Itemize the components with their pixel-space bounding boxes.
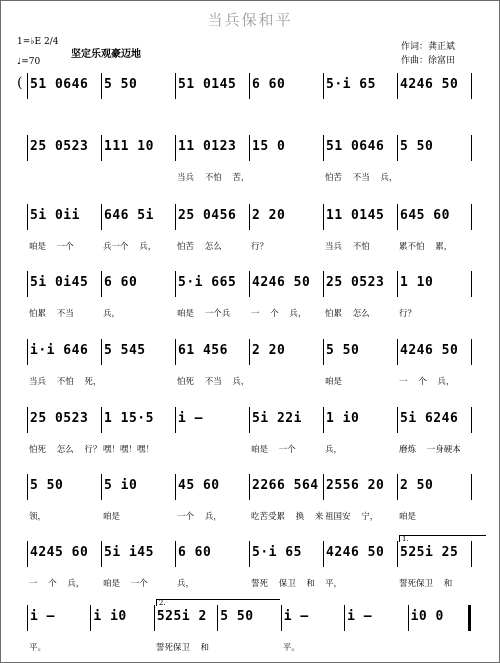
barline [471, 407, 472, 433]
measure-notes: i – [30, 609, 55, 624]
measure [175, 409, 249, 461]
notation-system [27, 535, 471, 595]
barline [471, 204, 472, 230]
measure-notes: 5i 22i [252, 411, 302, 426]
measure [408, 607, 471, 659]
measure-notes: 4245 60 [30, 545, 89, 560]
measure-lyrics: 磨炼 一身硬本 [399, 445, 461, 455]
measure-lyrics: 一 个 兵， [251, 309, 307, 319]
measure-notes: i – [178, 411, 203, 426]
measure-notes: 646 5i [104, 208, 154, 223]
measure [175, 137, 249, 189]
measure-notes: 5 50 [220, 609, 254, 624]
measure [323, 409, 397, 461]
measure-notes: 5·i 65 [326, 77, 376, 92]
measure-lyrics: 咱是 [103, 512, 121, 522]
measure-lyrics: 祖国安 宁， [325, 512, 379, 522]
measure-notes: 61 456 [178, 343, 228, 358]
measure [101, 206, 175, 258]
measure-notes: 6 60 [252, 77, 286, 92]
measure [101, 341, 175, 393]
measure-notes: 4246 50 [400, 343, 459, 358]
notation-system [27, 206, 471, 258]
measure [101, 75, 175, 127]
measure-notes: 2 20 [252, 208, 286, 223]
measure [90, 607, 153, 659]
measure-lyrics: 怕累 不当 [29, 309, 74, 319]
measure-lyrics: 平。 [29, 643, 47, 653]
notation-system [27, 409, 471, 461]
measure-lyrics: 咱是 [325, 377, 343, 387]
measure [344, 607, 407, 659]
measure-lyrics: 咱是 一个兵 [177, 309, 231, 319]
barline [471, 135, 472, 161]
measure-notes: i0 0 [410, 609, 444, 624]
measure [249, 409, 323, 461]
measure [397, 206, 471, 258]
measure-notes: 11 0123 [178, 139, 237, 154]
notation-system [27, 599, 471, 659]
measure [397, 341, 471, 393]
measure-lyrics: 领， [29, 512, 47, 522]
measure-notes: i i0 [93, 609, 127, 624]
measure-lyrics: 兵， [177, 579, 195, 589]
measure-lyrics: 兵一个 兵， [103, 242, 157, 252]
notation-system [27, 476, 471, 528]
measure-notes: 6 60 [104, 275, 138, 290]
measure [175, 273, 249, 325]
measure [323, 476, 397, 528]
measure-notes: 11 0145 [326, 208, 385, 223]
measure-notes: 25 0523 [326, 275, 385, 290]
measure-notes: 5 50 [400, 139, 434, 154]
measure-lyrics: 平， [325, 579, 343, 589]
measure-lyrics: 咱是 一个 [251, 445, 296, 455]
barline [471, 73, 472, 99]
measure [323, 543, 397, 595]
measure-notes: 111 10 [104, 139, 154, 154]
key-signature: 1=♭E 2/4 [17, 37, 59, 47]
measure-notes: 2556 20 [326, 478, 385, 493]
measure-notes: 2266 564 [252, 478, 319, 493]
measure [397, 75, 471, 127]
measure [323, 137, 397, 189]
measure-notes: i·i 646 [30, 343, 89, 358]
measure-notes: 25 0456 [178, 208, 237, 223]
notation-system [17, 75, 471, 127]
measure [323, 75, 397, 127]
measure-notes: 4246 50 [326, 545, 385, 560]
measure [101, 476, 175, 528]
measure-lyrics: 累不怕 累， [399, 242, 453, 252]
measure-lyrics: 吃苦受累 换 来 [251, 512, 324, 522]
measure [249, 341, 323, 393]
measure [175, 75, 249, 127]
measure-lyrics: 平。 [282, 643, 300, 653]
expression-marking: 坚定乐观豪迈地 [71, 49, 141, 60]
measure [249, 543, 323, 595]
repeat-paren: ( [17, 75, 23, 91]
measure-lyrics: 当兵 不怕 [325, 242, 370, 252]
measure-notes: 1 i0 [326, 411, 360, 426]
measure [175, 476, 249, 528]
measure-notes: 5i i45 [104, 545, 154, 560]
composer-credit: 作曲：徐富田 [400, 56, 455, 66]
measure [323, 273, 397, 325]
measure [27, 206, 101, 258]
measure [27, 273, 101, 325]
measure [249, 273, 323, 325]
measure [397, 273, 471, 325]
measure-lyrics: 当兵 不怕 苦， [177, 173, 250, 183]
measure [101, 273, 175, 325]
measure [101, 409, 175, 461]
measure [27, 409, 101, 461]
measure-notes: 5 50 [326, 343, 360, 358]
measure-notes: 5 545 [104, 343, 146, 358]
measure-notes: 525i 25 [400, 545, 459, 560]
song-title: 当兵保和平 [207, 11, 293, 29]
measure-notes: 25 0523 [30, 411, 89, 426]
barline [471, 271, 472, 297]
measure [397, 476, 471, 528]
measure-lyrics: 誓死 保卫 和 [251, 579, 315, 589]
measure-lyrics: 行？ [251, 242, 269, 252]
measure-notes: 15 0 [252, 139, 286, 154]
measure [217, 607, 280, 659]
measure-notes: 2 50 [400, 478, 434, 493]
measure-lyrics: 怕苦 不当 兵， [325, 173, 398, 183]
measure-lyrics: 一个 兵， [177, 512, 222, 522]
measure-lyrics: 兵， [103, 309, 121, 319]
measure-notes: 4246 50 [252, 275, 311, 290]
measure [323, 341, 397, 393]
measure-lyrics: 行？ [399, 309, 417, 319]
measure-notes: 5i 0i45 [30, 275, 89, 290]
measure [249, 206, 323, 258]
measure-lyrics: 当兵 不怕 死， [29, 377, 102, 387]
measure-notes: 5i 6246 [400, 411, 459, 426]
measure-notes: i – [347, 609, 373, 624]
measure [175, 543, 249, 595]
measure [397, 543, 471, 595]
measure-notes: 45 60 [178, 478, 220, 493]
measure [175, 341, 249, 393]
notation-system [27, 341, 471, 393]
measure [281, 607, 344, 659]
notation-system [27, 273, 471, 325]
measure [249, 476, 323, 528]
measure-lyrics: 怕苦 怎么 [177, 242, 222, 252]
measure [27, 543, 101, 595]
measure-notes: 5·i 65 [252, 545, 302, 560]
measure-notes: 51 0646 [30, 77, 89, 92]
barline [471, 474, 472, 500]
measure-notes: 1 15·5 [104, 411, 154, 426]
measure-lyrics: 嘿！嘿！嘿！ [103, 445, 155, 455]
measure-lyrics: 誓死保卫 和 [399, 579, 453, 589]
measure-notes: i – [283, 609, 309, 624]
measure [249, 75, 323, 127]
measure [27, 476, 101, 528]
barline [471, 541, 472, 567]
measure-notes: 5 50 [30, 478, 64, 493]
measure-notes: 5 i0 [104, 478, 138, 493]
tempo-marking: ♩=70 [17, 57, 41, 67]
first-ending-bracket: 1. [399, 535, 486, 542]
measure-lyrics: 一 个 兵， [29, 579, 85, 589]
measure-notes: 51 0646 [326, 139, 385, 154]
measure-notes: 525i 2 [156, 609, 207, 624]
measure-lyrics: 誓死保卫 和 [155, 643, 210, 653]
measure [323, 206, 397, 258]
measure-notes: 5 50 [104, 77, 138, 92]
lyricist-credit: 作词：龚正斌 [400, 42, 455, 52]
measure-notes: 4246 50 [400, 77, 459, 92]
measure-notes: 1 10 [400, 275, 434, 290]
measure [397, 409, 471, 461]
measure [27, 137, 101, 189]
measure [27, 607, 90, 659]
measure-notes: 5i 0ii [30, 208, 80, 223]
measure-notes: 6 60 [178, 545, 212, 560]
measure-lyrics: 咱是 一个 [103, 579, 148, 589]
measure-lyrics: 咱是 [399, 512, 417, 522]
measure-lyrics: 兵， [325, 445, 343, 455]
measure-notes: 51 0145 [178, 77, 237, 92]
measure-notes: 5·i 665 [178, 275, 237, 290]
measure [101, 543, 175, 595]
barline [471, 339, 472, 365]
second-ending-bracket: 2. [156, 599, 280, 606]
measure [175, 206, 249, 258]
measure-lyrics: 怕累 怎么 [325, 309, 370, 319]
measure [27, 341, 101, 393]
measure-notes: 645 60 [400, 208, 450, 223]
measure [101, 137, 175, 189]
measure-notes: 2 20 [252, 343, 286, 358]
measure-lyrics: 咱是 一个 [29, 242, 74, 252]
final-barline [468, 605, 471, 631]
measure [249, 137, 323, 189]
measure [397, 137, 471, 189]
notation-system [27, 137, 471, 189]
measure [27, 75, 101, 127]
measure [154, 607, 217, 659]
measure-lyrics: 一 个 兵， [399, 377, 455, 387]
measure-notes: 25 0523 [30, 139, 89, 154]
measure-lyrics: 怕死 怎么 行？ [29, 445, 102, 455]
measure-lyrics: 怕死 不当 兵， [177, 377, 250, 387]
